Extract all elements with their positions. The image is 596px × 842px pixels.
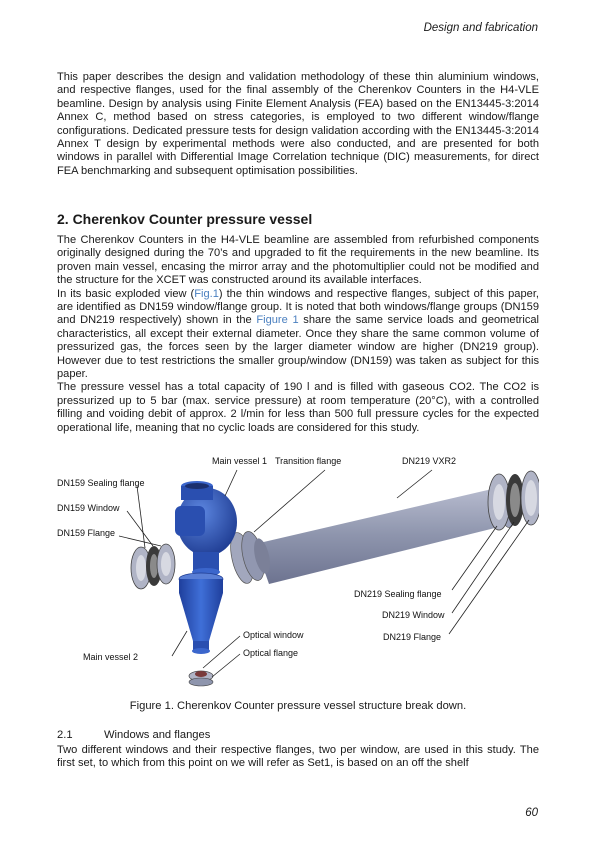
label-main-vessel-2: Main vessel 2 (83, 652, 139, 662)
main-vessel-2-illustration (179, 573, 223, 654)
section-2-1-heading (57, 729, 210, 741)
dn219-flange-stack (488, 471, 539, 530)
label-dn159-flange: DN159 Flange (57, 528, 116, 538)
dn159-flange-stack (131, 544, 175, 589)
label-dn219-flange: DN219 Flange (383, 632, 442, 642)
main-vessel-1-illustration (175, 481, 237, 576)
label-dn219-window: DN219 Window (382, 610, 445, 620)
text-run: In its basic exploded view ( (57, 287, 195, 300)
section-2-body (57, 234, 539, 435)
figure-1 (57, 456, 539, 692)
running-header: Design and fabrication (423, 22, 538, 34)
exploded-view-illustration (57, 456, 539, 692)
figure-1-caption: Figure 1. Cherenkov Counter pressure vessel structure break down. (129, 700, 467, 712)
page-number: 60 (525, 807, 538, 819)
optical-flange-illustration (189, 671, 213, 686)
paragraph-exploded-view (57, 288, 539, 382)
paragraph-vessel-origin: The Cherenkov Counters in the H4-VLE beamline are assembled from refurbished components originally designed during the 70’s and upgraded to fit the requirements in the new beamline. Its proven main vessel, encasing the mirror array and the photomultiplier could not be modified and the structure for the XCET was constructed around its available interfaces. (57, 234, 539, 287)
label-optical-flange: Optical flange (243, 648, 299, 658)
paragraph-pressure: The pressure vessel has a total capacity of 190 l and is filled with gaseous CO2. The CO2 is pressurized up to 5 bar (max. service pressure) at room temperature (20°C), with a controlled filling and voiding debit of approx. 2 l/min for less than 500 full pressure cycles for the expected operational life, meaning that no cyclic loads are considered for this study. (57, 381, 539, 434)
text-run: ) the thin windows and respective flanges, subject of this paper, are identified as DN159 window/flange group. It is noted that both windows/flange groups (DN159 and DN219 respectively) shown in the (57, 287, 539, 327)
label-transition-flange: Transition flange (275, 456, 342, 466)
label-dn159-window: DN159 Window (57, 503, 120, 513)
section-title: Windows and flanges (104, 729, 211, 741)
intro-paragraph: This paper describes the design and validation methodology of these thin aluminium windows, and respective flanges, used for the final assembly of the Cherenkov Counters in the H4-VLE beamline. Design by analysis using Finite Element Analysis (FEA) based on the EN13445-3:2014 Annex C, method based on stress categories, is employed to two different window/flange configurations. Dedicated pressure tests for design validation according with the EN13445-3:2014 Annex T design by experimental methods were also conducted, and are presented for both windows in parallel with Differential Image Correlation technique (DIC) measurements, for direct FEA benchmarking and subsequent optimisation possibilities. (57, 71, 539, 177)
windows-flanges-paragraph: Two different windows and their respective flanges, two per window, are used in this study. The first set, to which from this point on we will refer as Set1, is based on an off the shelf (57, 744, 539, 770)
section-number: 2.1 (57, 729, 73, 741)
figure-1-link-2[interactable]: Figure 1 (256, 314, 299, 327)
label-main-vessel-1: Main vessel 1 (212, 456, 268, 466)
figure-1-link[interactable]: Fig.1 (194, 287, 219, 300)
label-dn159-sealing-flange: DN159 Sealing flange (57, 478, 145, 488)
label-dn219-sealing-flange: DN219 Sealing flange (354, 589, 442, 599)
label-optical-window: Optical window (243, 630, 304, 640)
dn219-vxr2-pipe (255, 483, 523, 584)
label-dn219-vxr2: DN219 VXR2 (402, 456, 457, 466)
section-2-heading: 2. Cherenkov Counter pressure vessel (57, 211, 313, 227)
text-run: share the same service loads and geometrical characteristics, all except their external diameter. Once they share the same common volume of pressurized gas, the forces seen by the larger diameter window are higher (DN219 group). However due to test restrictions the smaller group/window (DN159) was taken as subject for this paper. (57, 314, 539, 381)
